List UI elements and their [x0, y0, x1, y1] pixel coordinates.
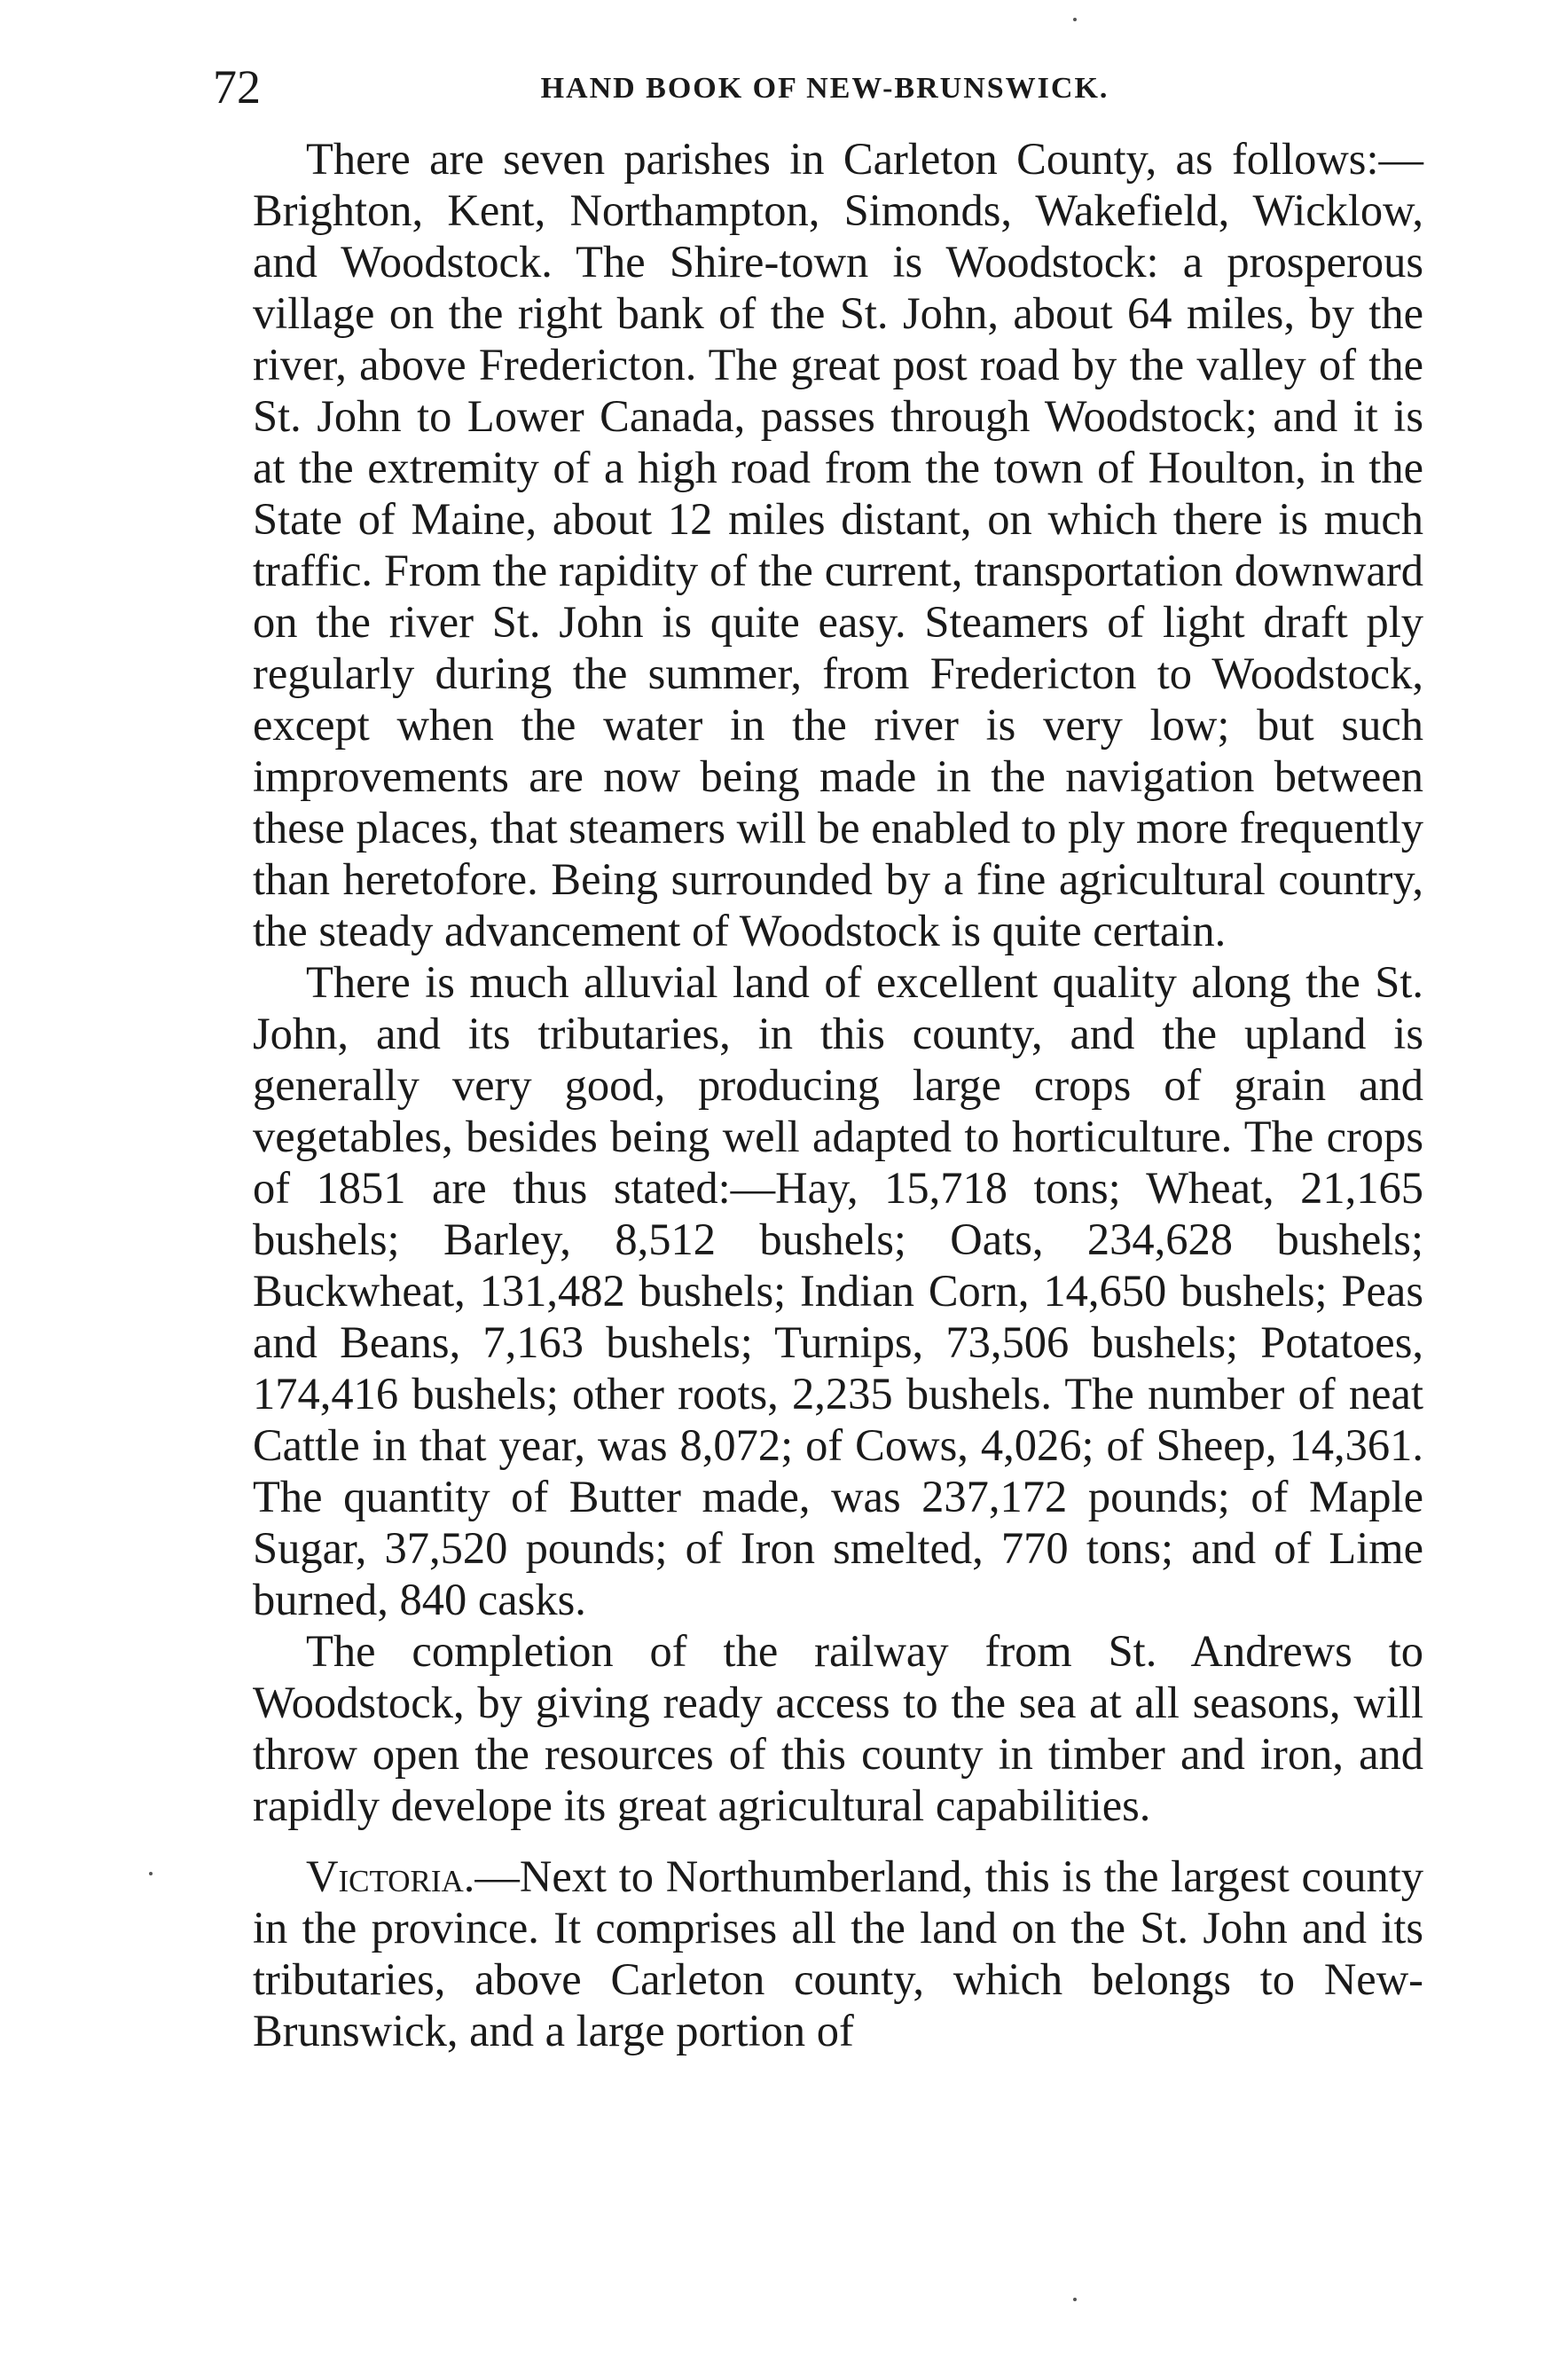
- paragraph-railway: The completion of the railway from St. Andrews to Woodstock, by giving ready access to the sea at all seasons, will throw open the resources of this county in timber and iron, and rapidly develope its great agricultural capabilities.: [253, 1626, 1423, 1830]
- print-speck: [1073, 2298, 1077, 2301]
- page-header: [213, 53, 1437, 124]
- paragraph-victoria: [253, 1851, 1423, 2056]
- body-text: [253, 133, 1423, 2056]
- page-number: 72: [213, 60, 261, 114]
- print-speck: [149, 1872, 153, 1875]
- section-lead-victoria: Victoria.: [306, 1851, 475, 1901]
- running-title: HAND BOOK OF NEW-BRUNSWICK.: [540, 72, 1109, 105]
- paragraph-victoria-text: —Next to Northumberland, this is the largest county in the province. It comprises all the land on the St. John and its tributaries, above Carleton county, which belongs to New-Brunswick, and a large portion of: [253, 1851, 1423, 2055]
- paragraph-crops: There is much alluvial land of excellent quality along the St. John, and its tributaries, in this county, and the upland is generally very good, producing large crops of grain and vegetables, besides being well adapted to horticulture. The crops of 1851 are thus stated:—Hay, 15,718 tons; Wheat, 21,165 bushels; Barley, 8,512 bushels; Oats, 234,628 bushels; Buckwheat, 131,482 bushels; Indian Corn, 14,650 bushels; Peas and Beans, 7,163 bushels; Turnips, 73,506 bushels; Potatoes, 174,416 bushels; other roots, 2,235 bushels. The number of neat Cattle in that year, was 8,072; of Cows, 4,026; of Sheep, 14,361. The quantity of Butter made, was 237,172 pounds; of Maple Sugar, 37,520 pounds; of Iron smelted, 770 tons; and of Lime burned, 840 casks.: [253, 957, 1423, 1624]
- print-speck: [1073, 18, 1077, 21]
- paragraph-carleton-parishes: There are seven parishes in Carleton County, as follows:—Brighton, Kent, Northampton, Simonds, Wakefield, Wicklow, and Woodstock. The Shire-town is Woodstock: a prosperous village on the right bank of the St. John, about 64 miles, by the river, above Fredericton. The great post road by the valley of the St. John to Lower Canada, passes through Woodstock; and it is at the extremity of a high road from the town of Houlton, in the State of Maine, about 12 miles distant, on which there is much traffic. From the rapidity of the current, transportation downward on the river St. John is quite easy. Steamers of light draft ply regularly during the summer, from Fredericton to Woodstock, except when the water in the river is very low; but such improvements are now being made in the navigation between these places, that steamers will be enabled to ply more frequently than heretofore. Being surrounded by a fine agricultural country, the steady advancement of Woodstock is quite certain.: [253, 134, 1423, 955]
